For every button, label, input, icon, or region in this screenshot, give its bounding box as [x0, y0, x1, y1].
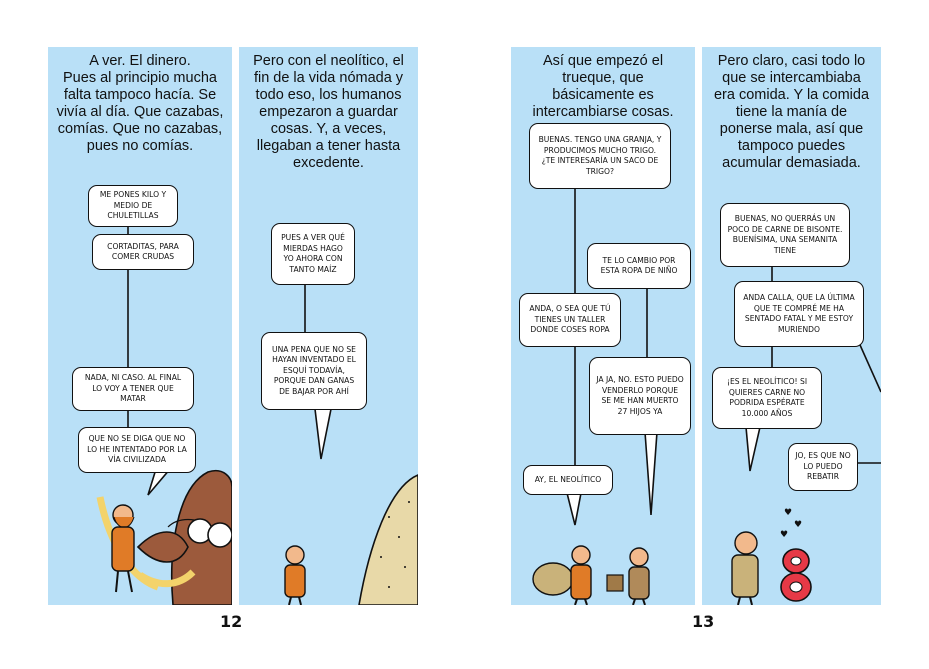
panel-caption: Así que empezó el trueque, que básicamente es intercambiarse cosas.: [532, 53, 674, 120]
page-number: 12: [220, 612, 243, 631]
svg-text:♥: ♥: [784, 508, 793, 518]
speech-bubble: NADA, NI CASO. AL FINAL LO VOY A TENER QUE MATAR: [72, 367, 194, 411]
speech-bubble: CORTADITAS, PARA COMER CRUDAS: [92, 234, 194, 270]
speech-bubble: QUE NO SE DIGA QUE NO LO HE INTENTADO POR LA VÍA CIVILIZADA: [78, 427, 196, 473]
speech-bubble: ANDA, O SEA QUE TÚ TIENES UN TALLER DONDE COSES ROPA: [519, 293, 621, 347]
speech-bubble: AY, EL NEOLÍTICO: [523, 465, 613, 495]
panel-caption: Pero claro, casi todo lo que se intercambiaba era comida. Y la comida tiene la manía de ponerse mala, así que tampoco puedes acumular demasiada.: [713, 53, 870, 171]
speech-bubble: ¡ES EL NEOLÍTICO! SI QUIERES CARNE NO PODRIDA ESPÉRATE 10.000 AÑOS: [712, 367, 822, 429]
speech-bubble: JA JA, NO. ESTO PUEDO VENDERLO PORQUE SE ME HAN MUERTO 27 HIJOS YA: [589, 357, 691, 435]
speech-bubble: BUENAS, NO QUERRÁS UN POCO DE CARNE DE BISONTE. BUENÍSIMA, UNA SEMANITA TIENE: [720, 203, 850, 267]
caveman-heart-illustration: [702, 47, 881, 605]
panel-3: [511, 47, 695, 605]
barter-cavemen-illustration: [511, 47, 695, 605]
speech-bubble: JO, ES QUE NO LO PUEDO REBATIR: [788, 443, 858, 491]
speech-bubble: ME PONES KILO Y MEDIO DE CHULETILLAS: [88, 185, 178, 227]
panel-caption: Pero con el neolítico, el fin de la vida nómada y todo eso, los humanos empezaron a guardar cosas. Y, a veces, llegaban a tener hasta excedente.: [253, 53, 404, 171]
panel-4: [702, 47, 881, 605]
svg-text:♥: ♥: [794, 520, 803, 530]
speech-bubble: BUENAS. TENGO UNA GRANJA, Y PRODUCIMOS MUCHO TRIGO. ¿TE INTERESARÍA UN SACO DE TRIGO?: [529, 123, 671, 189]
speech-bubble: ANDA CALLA, QUE LA ÚLTIMA QUE TE COMPRÉ ME HA SENTADO FATAL Y ME ESTOY MURIENDO: [734, 281, 864, 347]
caveman-hill-illustration: [239, 47, 418, 605]
speech-bubble: UNA PENA QUE NO SE HAYAN INVENTADO EL ESQUÍ TODAVÍA, PORQUE DAN GANAS DE BAJAR POR AHÍ: [261, 332, 367, 410]
caveman-mammoth-illustration: [48, 47, 232, 605]
svg-text:♥: ♥: [780, 530, 789, 540]
speech-bubble: TE LO CAMBIO POR ESTA ROPA DE NIÑO: [587, 243, 691, 289]
page-number: 13: [692, 612, 715, 631]
speech-bubble: PUES A VER QUÉ MIERDAS HAGO YO AHORA CON TANTO MAÍZ: [271, 223, 355, 285]
panel-caption: A ver. El dinero. Pues al principio mucha falta tampoco hacía. Se vivía al día. Que cazabas, comías. Que no cazabas, pues no comías.: [56, 53, 224, 154]
panel-2: [239, 47, 418, 605]
panel-1: [48, 47, 232, 605]
